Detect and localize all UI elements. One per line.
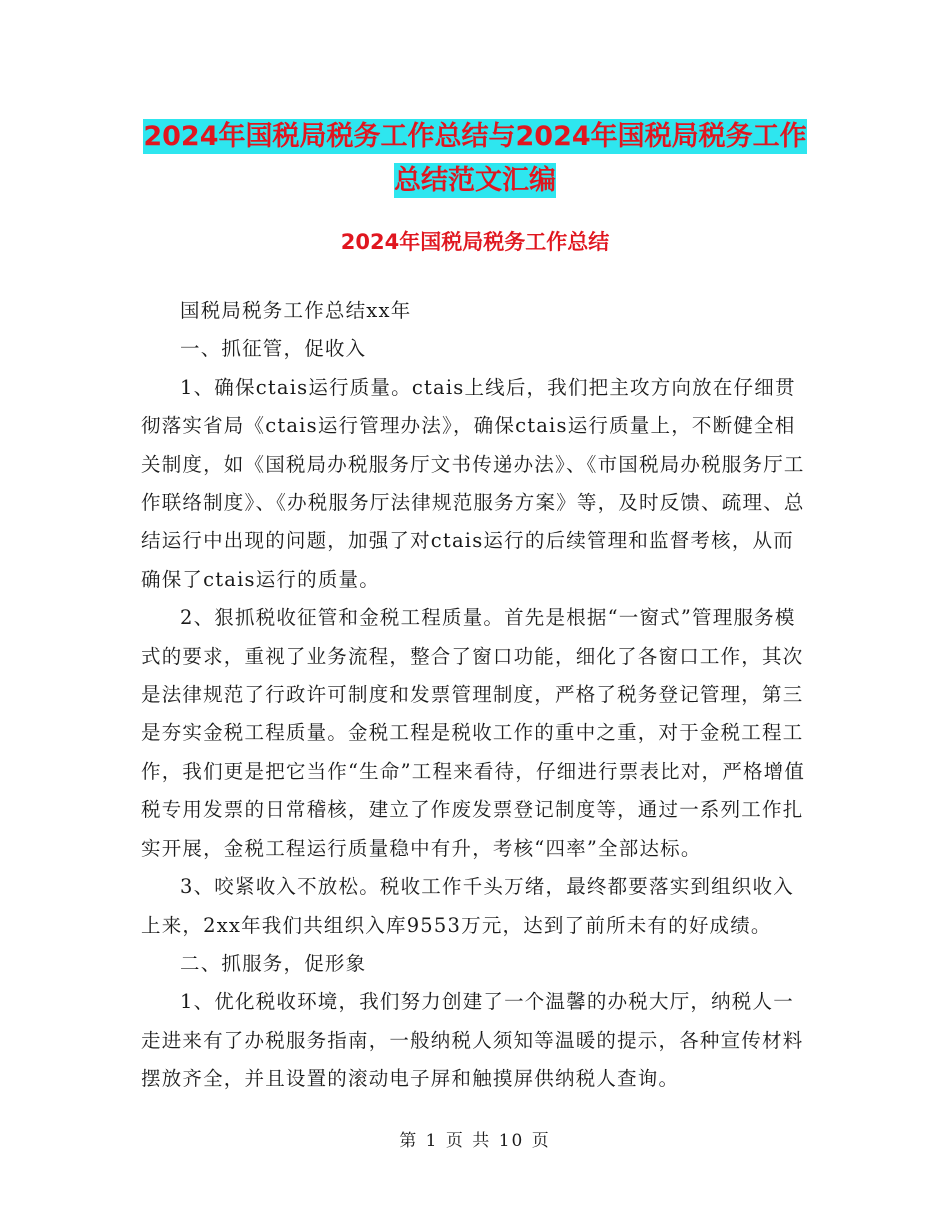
paragraph: 一、抓征管，促收入: [180, 337, 367, 361]
document-title-line-1: [0, 114, 950, 153]
paragraph: 1、优化税收环境，我们努力创建了一个温馨的办税大厅，纳税人一走进来有了办税服务指南，一般纳税人须知等温暖的提示，各种宣传材料摆放齐全，并且设置的滚动电子屏和触摸屏供纳税人查询。: [141, 990, 804, 1091]
document-title-highlight-2: 总结范文汇编: [394, 165, 556, 196]
page-number-footer: 第 1 页 共 10 页: [399, 1131, 551, 1151]
document-body: [141, 292, 809, 1099]
paragraph: 1、确保ctais运行质量。ctais上线后，我们把主攻方向放在仔细贯彻落实省局《ctais运行管理办法》，确保ctais运行质量上，不断健全相关制度，如《国税局办税服务厅文书传递办法》、《市国税局办税服务厅工作联络制度》、《办税服务厅法律规范服务方案》等，及时反馈、疏理、总结运行中出现的问题，加强了对ctais运行的后续管理和监督考核，从而确保了ctais运行的质量。: [141, 375, 805, 591]
document-title-highlight-1: 2024年国税局税务工作总结与2024年国税局税务工作: [143, 121, 807, 152]
document-title-line-2: [0, 158, 950, 197]
paragraph: 国税局税务工作总结xx年: [180, 299, 412, 322]
paragraph: 2、狠抓税收征管和金税工程质量。首先是根据“一窗式”管理服务模式的要求，重视了业务流程，整合了窗口功能，细化了各窗口工作，其次是法律规范了行政许可制度和发票管理制度，严格了税务登记管理，第三是夯实金税工程质量。金税工程是税收工作的重中之重，对于金税工程工作，我们更是把它当作“生命”工程来看待，仔细进行票表比对，严格增值税专用发票的日常稽核，建立了作废发票登记制度等，通过一系列工作扎实开展，金税工程运行质量稳中有升，考核“四率”全部达标。: [141, 606, 806, 860]
section-title: 2024年国税局税务工作总结: [340, 230, 610, 254]
paragraph: 二、抓服务，促形象: [180, 951, 367, 975]
paragraph: 3、咬紧收入不放松。税收工作千头万绪，最终都要落实到组织收入上来，2xx年我们共组织入库9553万元，达到了前所未有的好成绩。: [141, 875, 794, 937]
